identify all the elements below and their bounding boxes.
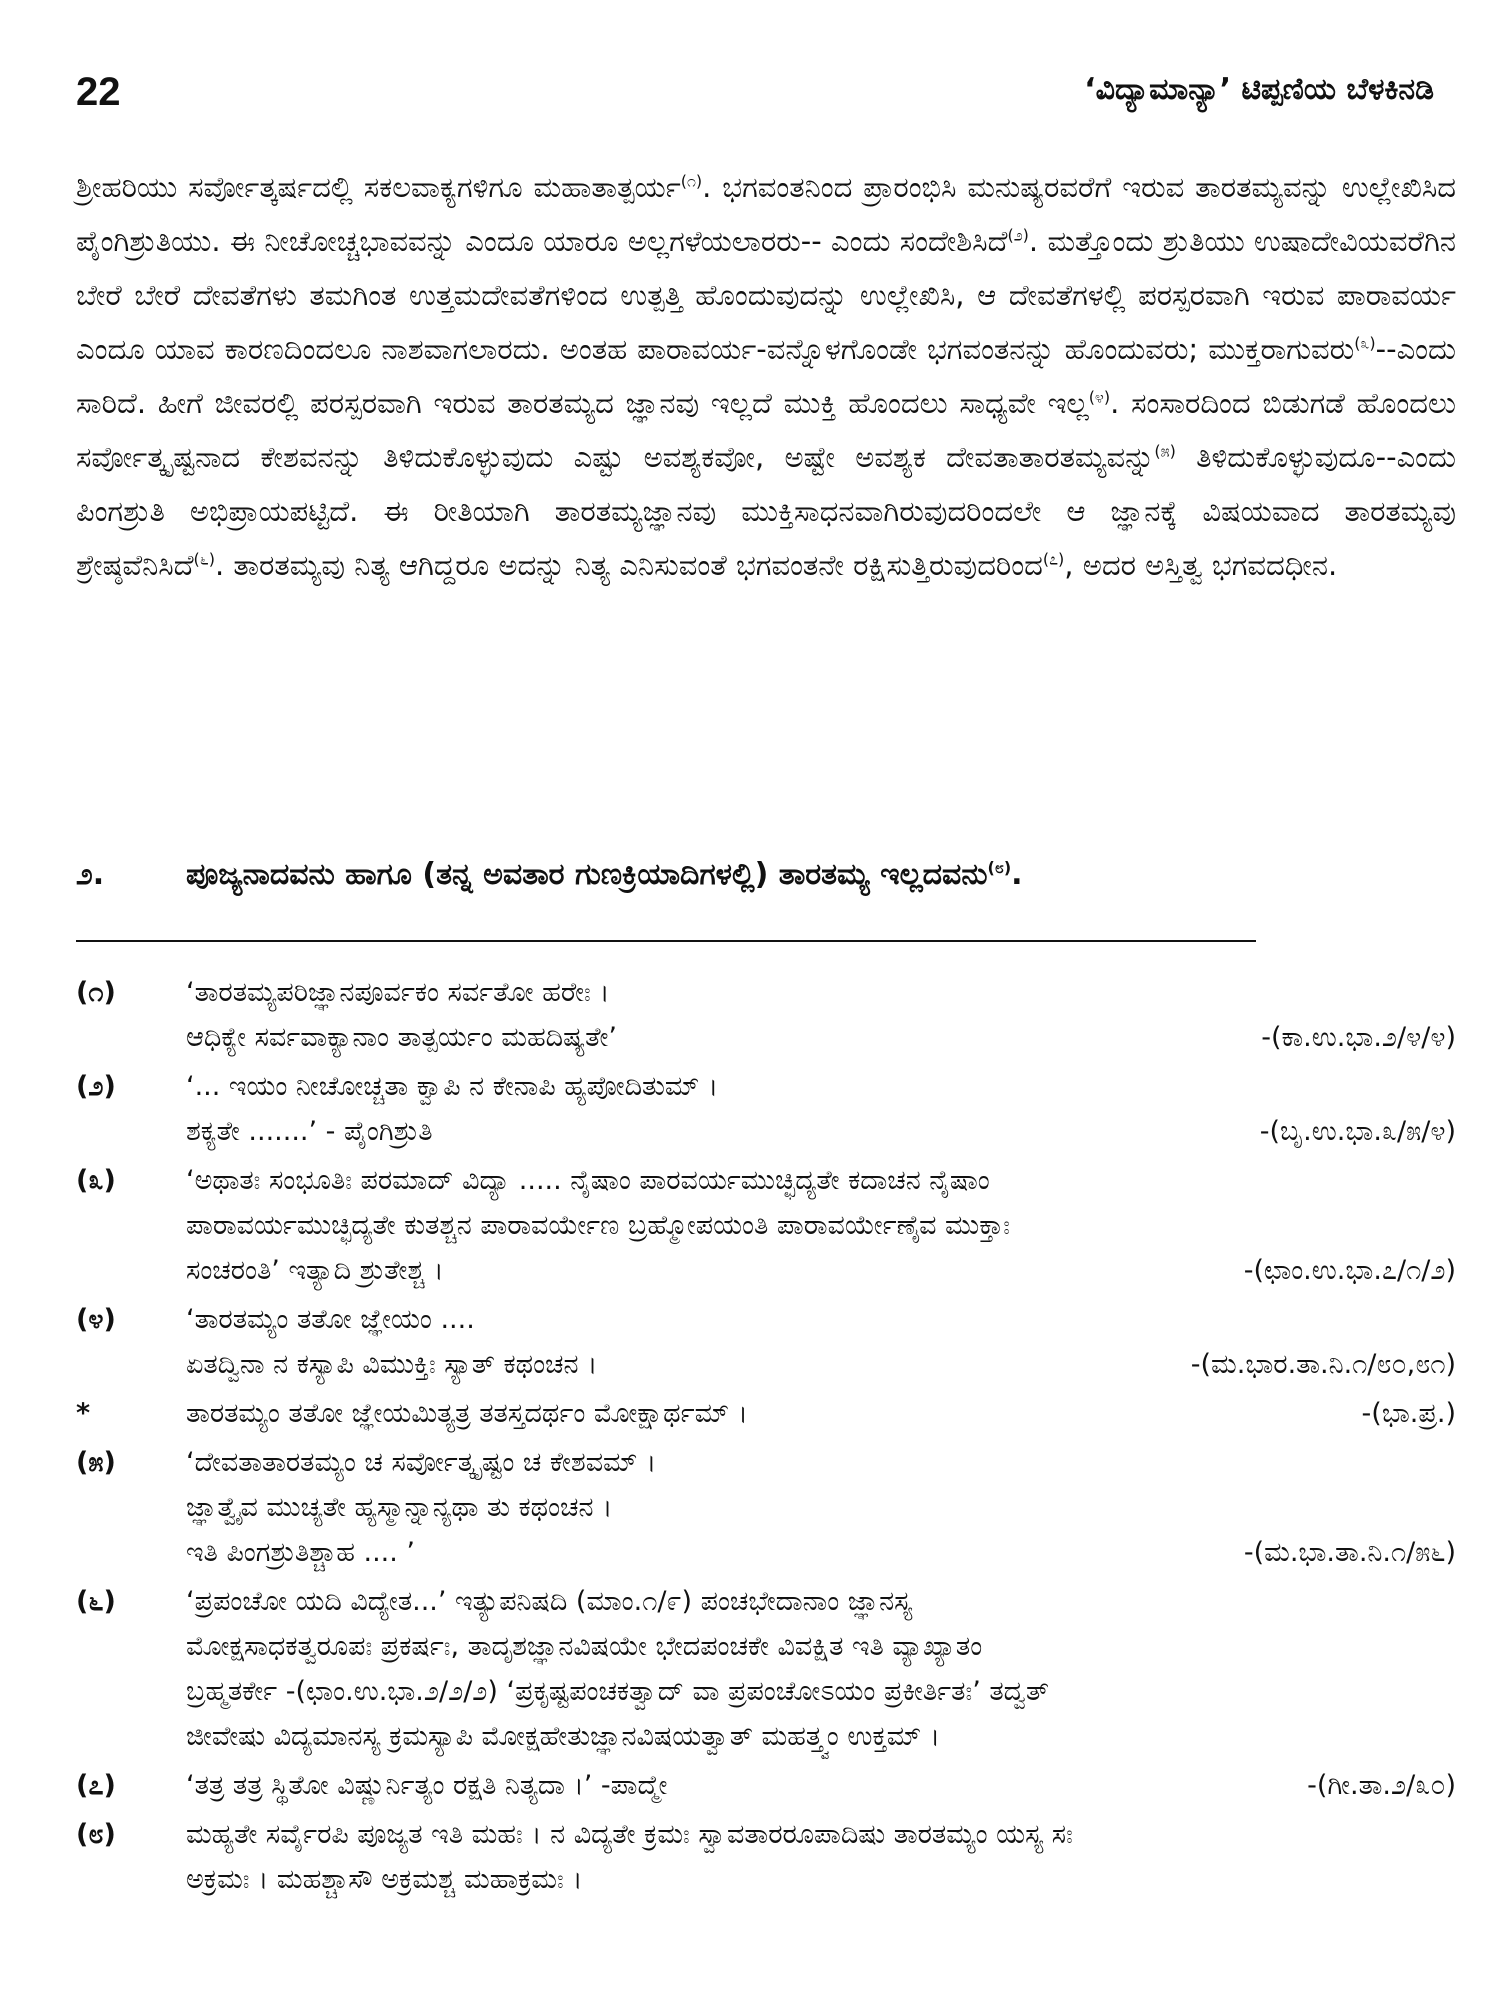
footnote-label: (೨) (76, 1071, 116, 1102)
footnote (76, 1158, 1456, 1293)
page-number: 22 (76, 70, 121, 114)
footnote-line: ತಾರತಮ್ಯಂ ತತೋ ಜ್ಞೇಯಮಿತ್ಯತ್ರ ತತಸ್ತದರ್ಥಂ ಮೋಕ್ಷಾರ್ಥಮ್ । (186, 1398, 748, 1429)
footnote-line: ‘ತಾರತಮ್ಯಪರಿಜ್ಞಾನಪೂರ್ವಕಂ ಸರ್ವತೋ ಹರೇಃ । (186, 977, 610, 1008)
footnote-label: (೩) (76, 1165, 116, 1196)
footnote-ref: (೨) (1007, 225, 1029, 245)
footnote-ref: (೬) (193, 549, 215, 569)
footnotes (76, 970, 1456, 1906)
body-text-segment: ತಿಳಿದುಕೊಳ್ಳುವುದೂ--ಎಂದು ಪಿಂಗಶ್ರುತಿ ಅಭಿಪ್ರಾಯಪಟ್ಟಿದೆ. ಈ ರೀತಿಯಾಗಿ ತಾರತಮ್ಯಜ್ಞಾನವು ಮುಕ್ತಿಸಾಧನವಾಗಿರುವುದರಿಂದಲೇ ಆ ಜ್ಞಾನಕ್ಕೆ ವಿಷಯವಾದ ತಾರತಮ್ಯವು ಶ್ರೇಷ್ಠವೆನಿಸಿದೆ (76, 440, 1456, 582)
body-text-segment: --ಎಂದು ಸಾರಿದೆ. ಹೀಗೆ ಜೀವರಲ್ಲಿ ಪರಸ್ಪರವಾಗಿ ಇರುವ ತಾರತಮ್ಯದ ಜ್ಞಾನವು ಇಲ್ಲದೆ ಮುಕ್ತಿ ಹೊಂದಲು ಸಾಧ್ಯವೇ ಇಲ್ಲ (76, 332, 1456, 420)
footnote (76, 1579, 1456, 1759)
body-text-segment: . ತಾರತಮ್ಯವು ನಿತ್ಯ ಆಗಿದ್ದರೂ ಅದನ್ನು ನಿತ್ಯ ಎನಿಸುವಂತೆ ಭಗವಂತನೇ ರಕ್ಷಿಸುತ್ತಿರುವುದರಿಂದ (215, 548, 1043, 582)
footnote-ref: (೮) (987, 858, 1012, 877)
footnote-source-ref: -(ಕಾ.ಉ.ಭಾ.೨/೪/೪) (1261, 1022, 1456, 1053)
footnote-source-ref: -(ಭಾ.ಪ್ರ.) (1361, 1398, 1456, 1429)
footnote (76, 1763, 1456, 1808)
footnote-line: ಬ್ರಹ್ಮತರ್ಕೇ -(ಛಾಂ.ಉ.ಭಾ.೨/೨/೨) ‘ಪ್ರಕೃಷ್ಟಪಂಚಕತ್ವಾದ್ ವಾ ಪ್ರಪಂಚೋಽಯಂ ಪ್ರಕೀರ್ತಿತಃ’ ತದ್ವತ್ (186, 1676, 1050, 1707)
footnote-label: (೧) (76, 977, 116, 1008)
footnote-source-ref: -(ಮ.ಭಾ.ತಾ.ನಿ.೧/೫೬) (1243, 1537, 1456, 1568)
footnote (76, 1297, 1456, 1387)
footnote-label: (೬) (76, 1586, 116, 1617)
footnote-ref: (೭) (1042, 549, 1065, 569)
point-number: ೨. (76, 857, 105, 892)
body-text-segment: . ಭಗವಂತನಿಂದ ಪ್ರಾರಂಭಿಸಿ ಮನುಷ್ಯರವರೆಗೆ ಇರುವ ತಾರತಮ್ಯವನ್ನು ಉಲ್ಲೇಖಿಸಿದ ಪೈಂಗಿಶ್ರುತಿಯು. ಈ ನೀಚೋಚ್ಚಭಾವವನ್ನು ಎಂದೂ ಯಾರೂ ಅಲ್ಲಗಳೆಯಲಾರರು-- ಎಂದು ಸಂದೇಶಿಸಿದೆ (76, 170, 1456, 258)
footnote-line: ‘... ಇಯಂ ನೀಚೋಚ್ಚತಾ ಕ್ವಾಪಿ ನ ಕೇನಾಪಿ ಹ್ಯಪೋದಿತುಮ್ । (186, 1071, 719, 1102)
body-paragraph (76, 160, 1456, 592)
footnote (76, 1812, 1456, 1902)
footnote-line: ಅಕ್ರಮಃ । ಮಹಶ್ಚಾಸೌ ಅಕ್ರಮಶ್ಚ ಮಹಾಕ್ರಮಃ । (186, 1864, 583, 1895)
footnote-line: ಮೋಕ್ಷಸಾಧಕತ್ವರೂಪಃ ಪ್ರಕರ್ಷಃ, ತಾದೃಶಜ್ಞಾನವಿಷಯೇ ಭೇದಪಂಚಕೇ ವಿವಕ್ಷಿತ ಇತಿ ವ್ಯಾಖ್ಯಾತಂ (186, 1631, 983, 1662)
footnote-line: ಇತಿ ಪಿಂಗಶ್ರುತಿಶ್ಚಾಹ .... ’ (186, 1537, 415, 1568)
footnote-line: ಪಾರಾವರ್ಯಮುಚ್ಛಿದ್ಯತೇ ಕುತಶ್ಚನ ಪಾರಾವರ್ಯೇಣ ಬ್ರಹ್ಮೋಪಯಂತಿ ಪಾರಾವರ್ಯೇಣೈವ ಮುಕ್ತಾಃ (186, 1210, 1010, 1241)
footnote-ref: (೩) (1354, 333, 1376, 353)
footnote-label: * (76, 1398, 91, 1429)
footnote-line: ‘ತತ್ರ ತತ್ರ ಸ್ಥಿತೋ ವಿಷ್ಣುರ್ನಿತ್ಯಂ ರಕ್ಷತಿ ನಿತ್ಯದಾ ।’ -ಪಾದ್ಮೇ (186, 1770, 668, 1801)
footnote-line: ‘ತಾರತಮ್ಯಂ ತತೋ ಜ್ಞೇಯಂ .... (186, 1304, 475, 1335)
numbered-point (76, 850, 1456, 900)
footnote-line: ಆಧಿಕ್ಯೇ ಸರ್ವವಾಕ್ಯಾನಾಂ ತಾತ್ಪರ್ಯಂ ಮಹದಿಷ್ಯತೇ’ (186, 1022, 617, 1053)
running-head: ‘ವಿದ್ಯಾಮಾನ್ಯಾ’ ಟಿಪ್ಪಣಿಯ ಬೆಳಕಿನಡಿ (1084, 72, 1434, 107)
footnote-line: ಜೀವೇಷು ವಿದ್ಯಮಾನಸ್ಯ ಕ್ರಮಸ್ಯಾಪಿ ಮೋಕ್ಷಹೇತುಜ್ಞಾನವಿಷಯತ್ವಾತ್ ಮಹತ್ತ್ವಂ ಉಕ್ತಮ್ । (186, 1721, 941, 1752)
point-text: ಪೂಜ್ಯನಾದವನು ಹಾಗೂ (ತನ್ನ ಅವತಾರ ಗುಣಕ್ರಿಯಾದಿಗಳಲ್ಲಿ) ತಾರತಮ್ಯ ಇಲ್ಲದವನು (186, 857, 988, 892)
footnote-line: ಜ್ಞಾತ್ವೈವ ಮುಚ್ಯತೇ ಹ್ಯಸ್ಮಾನ್ನಾನ್ಯಥಾ ತು ಕಥಂಚನ । (186, 1492, 613, 1523)
footnote-source-ref: -(ಗೀ.ತಾ.೨/೩೦) (1307, 1770, 1456, 1801)
footnote-label: (೮) (76, 1819, 116, 1850)
footnote-label: (೫) (76, 1447, 116, 1478)
footnote (76, 1064, 1456, 1154)
point-end: . (1011, 857, 1023, 892)
footnote (76, 970, 1456, 1060)
footnote-line: ‘ಅಥಾತಃ ಸಂಭೂತಿಃ ಪರಮಾದ್ ವಿದ್ಯಾ ..... ನೈಷಾಂ ಪಾರವರ್ಯಮುಚ್ಛಿದ್ಯತೇ ಕದಾಚನ ನೈಷಾಂ (186, 1165, 990, 1196)
footnote-ref: (೪) (1088, 387, 1111, 407)
footnote-ref: (೫) (1154, 441, 1176, 461)
footnote-ref: (೧) (680, 171, 703, 191)
footnote (76, 1440, 1456, 1575)
footnote-source-ref: -(ಛಾಂ.ಉ.ಭಾ.೭/೧/೨) (1243, 1255, 1456, 1286)
body-text-segment: ಶ್ರೀಹರಿಯು ಸರ್ವೋತ್ಕರ್ಷದಲ್ಲಿ ಸಕಲವಾಕ್ಯಗಳಿಗೂ ಮಹಾತಾತ್ಪರ್ಯ (76, 170, 681, 204)
footnote-source-ref: -(ಬೃ.ಉ.ಭಾ.೩/೫/೪) (1259, 1116, 1456, 1147)
footnote-source-ref: -(ಮ.ಭಾರ.ತಾ.ನಿ.೧/೮೦,೮೧) (1190, 1349, 1456, 1380)
footnote-line: ‘ದೇವತಾತಾರತಮ್ಯಂ ಚ ಸರ್ವೋತ್ಕೃಷ್ಟಂ ಚ ಕೇಶವಮ್ । (186, 1447, 657, 1478)
footnote-line: ಏತದ್ವಿನಾ ನ ಕಸ್ಯಾಪಿ ವಿಮುಕ್ತಿಃ ಸ್ಯಾತ್ ಕಥಂಚನ । (186, 1349, 598, 1380)
footnote-line: ಸಂಚರಂತಿ’ ಇತ್ಯಾದಿ ಶ್ರುತೇಶ್ಚ । (186, 1255, 444, 1286)
footnote-line: ಮಹ್ಯತೇ ಸರ್ವೈರಪಿ ಪೂಜ್ಯತ ಇತಿ ಮಹಃ । ನ ವಿದ್ಯತೇ ಕ್ರಮಃ ಸ್ವಾವತಾರರೂಪಾದಿಷು ತಾರತಮ್ಯಂ ಯಸ್ಯ ಸಃ (186, 1819, 1073, 1850)
footnote-divider (76, 940, 1256, 942)
footnote (76, 1391, 1456, 1436)
footnote-label: (೭) (76, 1770, 116, 1801)
body-text-segment: . ಮತ್ತೊಂದು ಶ್ರುತಿಯು ಉಷಾದೇವಿಯವರೆಗಿನ ಬೇರೆ ಬೇರೆ ದೇವತೆಗಳು ತಮಗಿಂತ ಉತ್ತಮದೇವತೆಗಳಿಂದ ಉತ್ಪತ್ತಿ ಹೊಂದುವುದನ್ನು ಉಲ್ಲೇಖಿಸಿ, ಆ ದೇವತೆಗಳಲ್ಲಿ ಪರಸ್ಪರವಾಗಿ ಇರುವ ಪಾರಾವರ್ಯ ಎಂದೂ ಯಾವ ಕಾರಣದಿಂದಲೂ ನಾಶವಾಗಲಾರದು. ಅಂತಹ ಪಾರಾವರ್ಯ-ವನ್ನೊಳಗೊಂಡೇ ಭಗವಂತನನ್ನು ಹೊಂದುವರು; ಮುಕ್ತರಾಗುವರು (76, 224, 1456, 366)
body-text-segment: . ಸಂಸಾರದಿಂದ ಬಿಡುಗಡೆ ಹೊಂದಲು ಸರ್ವೋತ್ಕೃಷ್ಟನಾದ ಕೇಶವನನ್ನು ತಿಳಿದುಕೊಳ್ಳುವುದು ಎಷ್ಟು ಅವಶ್ಯಕವೋ, ಅಷ್ಟೇ ಅವಶ್ಯಕ ದೇವತಾತಾರತಮ್ಯವನ್ನು (76, 386, 1456, 474)
footnote-label: (೪) (76, 1304, 116, 1335)
footnote-line: ಶಕ್ಯತೇ .......’ - ಪೈಂಗಿಶ್ರುತಿ (186, 1116, 433, 1147)
body-text-segment: , ಅದರ ಅಸ್ತಿತ್ವ ಭಗವದಧೀನ. (1064, 548, 1338, 582)
footnote-line: ‘ಪ್ರಪಂಚೋ ಯದಿ ವಿದ್ಯೇತ...’ ಇತ್ಯುಪನಿಷದಿ (ಮಾಂ.೧/೯) ಪಂಚಭೇದಾನಾಂ ಜ್ಞಾನಸ್ಯ (186, 1586, 913, 1617)
